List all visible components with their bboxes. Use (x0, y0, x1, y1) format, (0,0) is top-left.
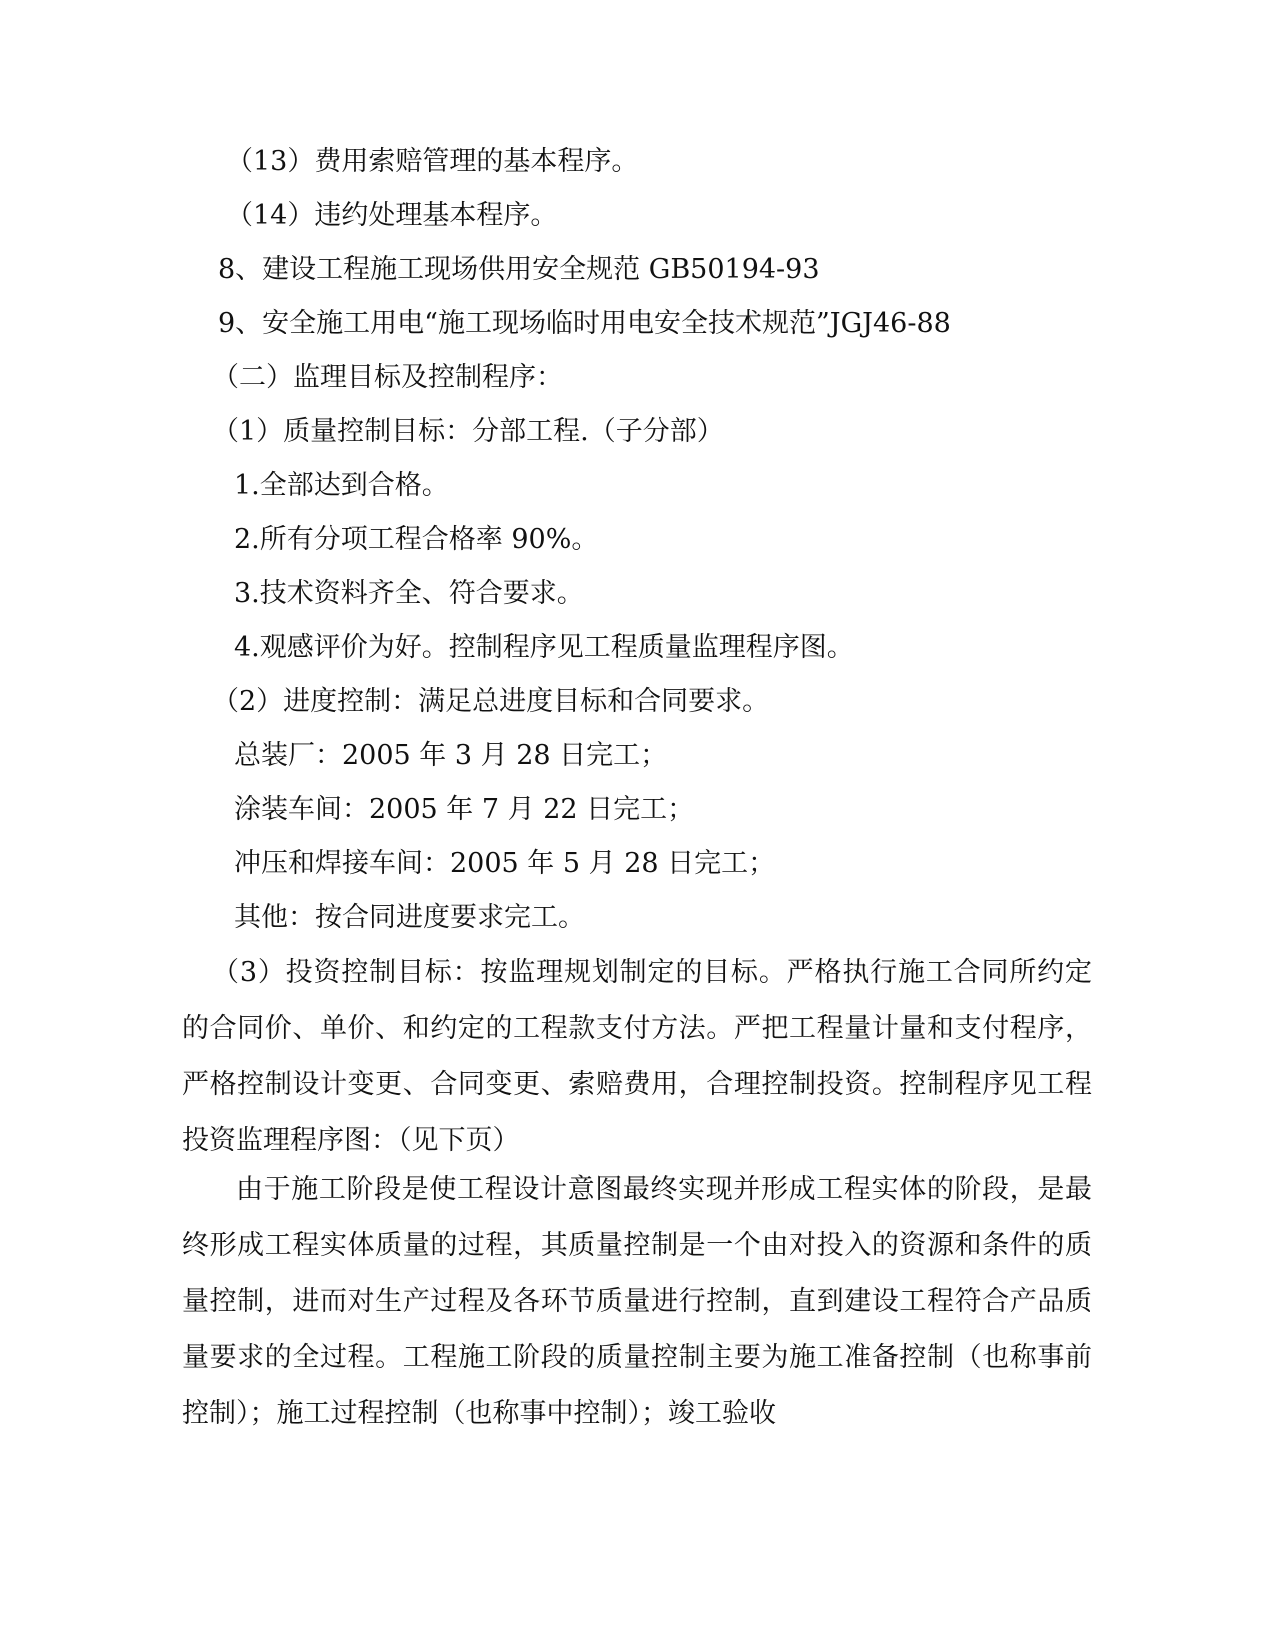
progress-heading: （2）进度控制：满足总进度目标和合同要求。 (212, 686, 770, 717)
quality-target-heading: （1）质量控制目标：分部工程.（子分部） (212, 416, 724, 447)
schedule-stamping-welding: 冲压和焊接车间：2005 年 5 月 28 日完工； (234, 848, 776, 879)
quality-item-3: 3.技术资料齐全、符合要求。 (234, 578, 584, 609)
item-14: （14）违约处理基本程序。 (226, 200, 558, 231)
schedule-assembly: 总装厂：2005 年 3 月 28 日完工； (234, 740, 668, 771)
quality-control-paragraph: 由于施工阶段是使工程设计意图最终实现并形成工程实体的阶段，是最终形成工程实体质量的过程，其质量控制是一个由对投入的资源和条件的质量控制，进而对生产过程及各环节质量进行控制，直到建设工程符合产品质量要求的全过程。工程施工阶段的质量控制主要为施工准备控制（也称事前控制）；施工过程控制（也称事中控制）；竣工验收 (182, 1174, 1092, 1429)
quality-item-1: 1.全部达到合格。 (234, 470, 449, 501)
section-heading: （二）监理目标及控制程序： (212, 362, 563, 393)
item-8: 8、建设工程施工现场供用安全规范 GB50194-93 (218, 254, 820, 285)
quality-item-2: 2.所有分项工程合格率 90%。 (234, 524, 599, 555)
item-9: 9、安全施工用电“施工现场临时用电安全技术规范”JGJ46-88 (218, 308, 951, 339)
schedule-other: 其他：按合同进度要求完工。 (234, 902, 585, 933)
investment-control-paragraph: （3）投资控制目标：按监理规划制定的目标。严格执行施工合同所约定的合同价、单价、和约定的工程款支付方法。严把工程量计量和支付程序，严格控制设计变更、合同变更、索赔费用，合理控制投资。控制程序见工程投资监理程序图：（见下页） (182, 957, 1092, 1156)
schedule-painting: 涂装车间：2005 年 7 月 22 日完工； (234, 794, 695, 825)
item-13: （13）费用索赔管理的基本程序。 (226, 146, 639, 177)
quality-item-4: 4.观感评价为好。控制程序见工程质量监理程序图。 (234, 632, 854, 663)
